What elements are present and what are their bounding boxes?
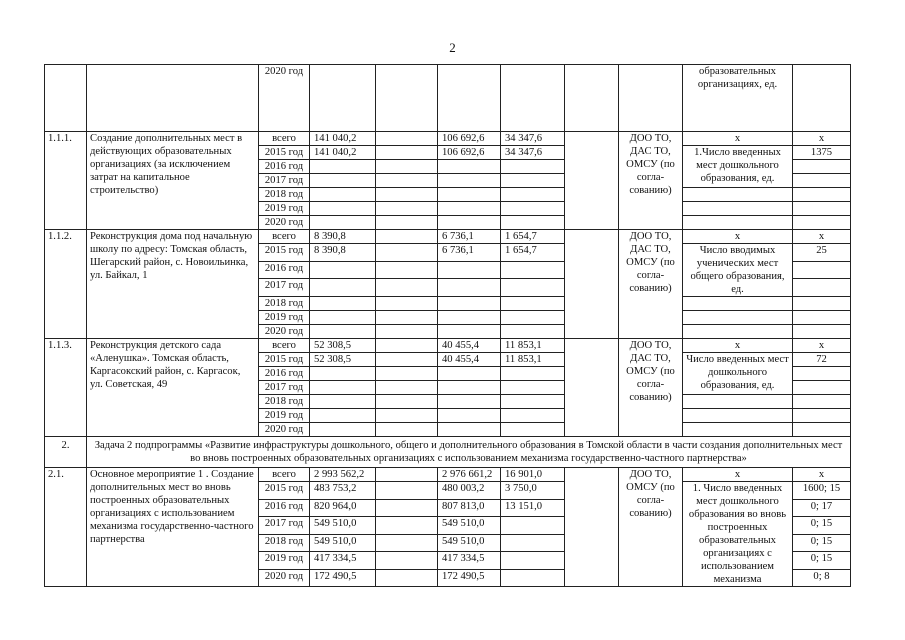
total-cell xyxy=(310,311,376,325)
total-cell: 549 510,0 xyxy=(310,517,376,535)
regional-cell: 6 736,1 xyxy=(438,244,501,262)
year-cell: 2016 год xyxy=(259,367,310,381)
regional-cell xyxy=(438,202,501,216)
local-cell xyxy=(501,381,565,395)
local-cell xyxy=(501,174,565,188)
value-head: х xyxy=(793,230,851,244)
total-cell xyxy=(310,367,376,381)
federal-cell xyxy=(376,311,438,325)
year-cell: 2017 год xyxy=(259,381,310,395)
year-cell: 2020 год xyxy=(259,569,310,587)
regional-cell xyxy=(438,160,501,174)
year-cell: 2015 год xyxy=(259,244,310,262)
federal-cell xyxy=(376,552,438,570)
year-cell: 2017 год xyxy=(259,279,310,297)
target-value xyxy=(793,188,851,202)
total-cell xyxy=(310,297,376,311)
year-cell: 2016 год xyxy=(259,499,310,517)
local-cell: 11 853,1 xyxy=(501,339,565,353)
total-cell: 8 390,8 xyxy=(310,244,376,262)
total-cell xyxy=(310,174,376,188)
total-cell xyxy=(310,395,376,409)
year-cell: всего xyxy=(259,339,310,353)
local-cell: 34 347,6 xyxy=(501,146,565,160)
target-value xyxy=(793,311,851,325)
year-cell: 2017 год xyxy=(259,517,310,535)
regional-cell xyxy=(438,311,501,325)
target-value xyxy=(793,202,851,216)
target-value xyxy=(793,261,851,279)
regional-cell xyxy=(438,297,501,311)
year-cell: 2018 год xyxy=(259,395,310,409)
executor-cell: ДОО ТО, ДАС ТО, ОМСУ (по согла-сованию) xyxy=(619,230,683,339)
target-value: 72 xyxy=(793,353,851,367)
federal-cell xyxy=(376,279,438,297)
total-cell xyxy=(310,423,376,437)
row-name: Основное мероприятие 1 . Создание дополнительных мест во вновь построенных образовательных организациях с использованием механизма государственно-частного партнерства xyxy=(87,468,259,587)
federal-cell xyxy=(376,423,438,437)
local-cell xyxy=(501,297,565,311)
target-value xyxy=(793,423,851,437)
year-cell: всего xyxy=(259,132,310,146)
federal-cell xyxy=(376,381,438,395)
indicator-head: х xyxy=(683,132,793,146)
empty-cell xyxy=(565,468,619,587)
total-cell xyxy=(310,381,376,395)
target-value xyxy=(793,381,851,395)
federal-cell xyxy=(376,367,438,381)
table-row xyxy=(45,65,851,132)
executor-cell: ДОО ТО, ДАС ТО, ОМСУ (по согла-сованию) xyxy=(619,132,683,230)
value-cell xyxy=(501,65,565,132)
total-cell: 820 964,0 xyxy=(310,499,376,517)
federal-cell xyxy=(376,261,438,279)
local-cell xyxy=(501,423,565,437)
local-cell: 1 654,7 xyxy=(501,230,565,244)
year-cell: 2019 год xyxy=(259,311,310,325)
row-code: 1.1.1. xyxy=(45,132,87,230)
indicator-head: х xyxy=(683,468,793,482)
total-cell xyxy=(310,261,376,279)
year-cell: 2019 год xyxy=(259,202,310,216)
target-value xyxy=(793,409,851,423)
year-cell: 2019 год xyxy=(259,552,310,570)
total-cell: 549 510,0 xyxy=(310,534,376,552)
local-cell xyxy=(501,188,565,202)
regional-cell xyxy=(438,381,501,395)
federal-cell xyxy=(376,160,438,174)
total-cell: 172 490,5 xyxy=(310,569,376,587)
year-cell: 2015 год xyxy=(259,353,310,367)
indicator-cell xyxy=(683,297,793,311)
target-value xyxy=(793,216,851,230)
indicator-cell: образовательных организациях, ед. xyxy=(683,65,793,132)
year-cell: 2018 год xyxy=(259,188,310,202)
year-cell: 2016 год xyxy=(259,261,310,279)
program-table xyxy=(44,64,851,587)
value-cell xyxy=(619,65,683,132)
target-value: 0; 15 xyxy=(793,552,851,570)
task-row xyxy=(45,437,851,468)
value-cell xyxy=(310,65,376,132)
row-code: 1.1.2. xyxy=(45,230,87,339)
target-value: 1375 xyxy=(793,146,851,160)
table-row xyxy=(45,230,851,244)
local-cell: 13 151,0 xyxy=(501,499,565,517)
year-cell: 2019 год xyxy=(259,409,310,423)
empty-cell xyxy=(565,132,619,230)
value-cell xyxy=(376,65,438,132)
regional-cell xyxy=(438,423,501,437)
local-cell xyxy=(501,202,565,216)
page-number: 2 xyxy=(449,40,456,55)
task-code: 2. xyxy=(45,437,87,468)
federal-cell xyxy=(376,244,438,262)
indicator-head: х xyxy=(683,339,793,353)
regional-cell xyxy=(438,261,501,279)
regional-cell: 106 692,6 xyxy=(438,132,501,146)
target-value xyxy=(793,279,851,297)
table-row xyxy=(45,132,851,146)
regional-cell: 549 510,0 xyxy=(438,517,501,535)
row-name: Создание дополнительных мест в действующих образовательных организациях (за исключением затрат на капитальное строительство) xyxy=(87,132,259,230)
local-cell: 16 901,0 xyxy=(501,468,565,482)
regional-cell: 40 455,4 xyxy=(438,353,501,367)
federal-cell xyxy=(376,353,438,367)
local-cell xyxy=(501,534,565,552)
name-cell xyxy=(87,65,259,132)
code-cell xyxy=(45,65,87,132)
target-value: 25 xyxy=(793,244,851,262)
row-name: Реконструкция детского сада «Аленушка». Томская область, Каргасокский район, с. Каргасок, ул. Советская, 49 xyxy=(87,339,259,437)
local-cell xyxy=(501,569,565,587)
regional-cell xyxy=(438,216,501,230)
year-cell: 2016 год xyxy=(259,160,310,174)
local-cell xyxy=(501,409,565,423)
total-cell: 417 334,5 xyxy=(310,552,376,570)
executor-cell: ДОО ТО, ДАС ТО, ОМСУ (по согла-сованию) xyxy=(619,339,683,437)
local-cell xyxy=(501,325,565,339)
local-cell xyxy=(501,279,565,297)
indicator-cell xyxy=(683,423,793,437)
federal-cell xyxy=(376,409,438,423)
indicator-cell xyxy=(683,409,793,423)
regional-cell: 172 490,5 xyxy=(438,569,501,587)
year-cell: всего xyxy=(259,468,310,482)
target-value: 0; 15 xyxy=(793,534,851,552)
indicator-cell xyxy=(683,188,793,202)
total-cell xyxy=(310,409,376,423)
row-code: 1.1.3. xyxy=(45,339,87,437)
total-cell xyxy=(310,202,376,216)
task-text: Задача 2 подпрограммы «Развитие инфраструктуры дошкольного, общего и дополнительного образования в Томской области в части создания дополнительных мест во вновь построенных образовательных организациях с использованием механизма государственно-частного партнерства» xyxy=(87,437,851,468)
local-cell xyxy=(501,261,565,279)
federal-cell xyxy=(376,482,438,500)
federal-cell xyxy=(376,216,438,230)
federal-cell xyxy=(376,174,438,188)
year-cell: 2015 год xyxy=(259,146,310,160)
empty-cell xyxy=(565,230,619,339)
year-cell: 2018 год xyxy=(259,297,310,311)
target-value xyxy=(793,174,851,188)
federal-cell xyxy=(376,325,438,339)
total-cell xyxy=(310,279,376,297)
federal-cell xyxy=(376,569,438,587)
regional-cell: 807 813,0 xyxy=(438,499,501,517)
local-cell xyxy=(501,367,565,381)
indicator-cell xyxy=(683,216,793,230)
table-row xyxy=(45,339,851,353)
total-cell xyxy=(310,160,376,174)
target-value: 1600; 15 xyxy=(793,482,851,500)
target-value xyxy=(793,325,851,339)
indicator-cell: Число введенных мест дошкольного образования, ед. xyxy=(683,353,793,395)
federal-cell xyxy=(376,468,438,482)
target-value xyxy=(793,367,851,381)
regional-cell xyxy=(438,174,501,188)
federal-cell xyxy=(376,339,438,353)
year-cell: 2017 год xyxy=(259,174,310,188)
indicator-cell xyxy=(683,325,793,339)
total-cell: 2 993 562,2 xyxy=(310,468,376,482)
federal-cell xyxy=(376,188,438,202)
empty-cell xyxy=(565,339,619,437)
year-cell: 2018 год xyxy=(259,534,310,552)
local-cell xyxy=(501,517,565,535)
regional-cell: 106 692,6 xyxy=(438,146,501,160)
regional-cell: 480 003,2 xyxy=(438,482,501,500)
regional-cell xyxy=(438,279,501,297)
value-cell xyxy=(565,65,619,132)
federal-cell xyxy=(376,202,438,216)
total-cell: 483 753,2 xyxy=(310,482,376,500)
year-cell: 2020 год xyxy=(259,325,310,339)
year-cell: 2020 год xyxy=(259,423,310,437)
federal-cell xyxy=(376,395,438,409)
total-cell: 8 390,8 xyxy=(310,230,376,244)
value-cell xyxy=(438,65,501,132)
table-row xyxy=(45,468,851,482)
indicator-cell: Число вводимых ученических мест общего образования, ед. xyxy=(683,244,793,297)
target-value xyxy=(793,160,851,174)
total-cell: 52 308,5 xyxy=(310,353,376,367)
year-cell: всего xyxy=(259,230,310,244)
total-cell: 141 040,2 xyxy=(310,146,376,160)
total-cell: 52 308,5 xyxy=(310,339,376,353)
regional-cell: 40 455,4 xyxy=(438,339,501,353)
indicator-cell: 1. Число введенных мест дошкольного образования во вновь построенных образовательных организациях с использованием механизма xyxy=(683,482,793,587)
regional-cell xyxy=(438,188,501,202)
target-value: 0; 8 xyxy=(793,569,851,587)
federal-cell xyxy=(376,297,438,311)
federal-cell xyxy=(376,230,438,244)
regional-cell xyxy=(438,325,501,339)
total-cell: 141 040,2 xyxy=(310,132,376,146)
year-cell: 2020 год xyxy=(259,216,310,230)
year-cell: 2020 год xyxy=(259,65,310,132)
target-value: 0; 17 xyxy=(793,499,851,517)
target-value-cell xyxy=(793,65,851,132)
target-value xyxy=(793,395,851,409)
local-cell xyxy=(501,160,565,174)
row-name: Реконструкция дома под начальную школу по адресу: Томская область, Шегарский район, с. Новоильинка, ул. Байкал, 1 xyxy=(87,230,259,339)
regional-cell: 6 736,1 xyxy=(438,230,501,244)
indicator-cell: 1.Число введенных мест дошкольного образования, ед. xyxy=(683,146,793,188)
local-cell xyxy=(501,395,565,409)
year-cell: 2015 год xyxy=(259,482,310,500)
indicator-cell xyxy=(683,395,793,409)
federal-cell xyxy=(376,534,438,552)
federal-cell xyxy=(376,132,438,146)
total-cell xyxy=(310,188,376,202)
local-cell xyxy=(501,216,565,230)
value-head: х xyxy=(793,468,851,482)
indicator-cell xyxy=(683,202,793,216)
regional-cell: 549 510,0 xyxy=(438,534,501,552)
total-cell xyxy=(310,325,376,339)
regional-cell xyxy=(438,367,501,381)
indicator-head: х xyxy=(683,230,793,244)
executor-cell: ДОО ТО, ОМСУ (по согла-сованию) xyxy=(619,468,683,587)
value-head: х xyxy=(793,132,851,146)
local-cell: 11 853,1 xyxy=(501,353,565,367)
federal-cell xyxy=(376,146,438,160)
target-value xyxy=(793,297,851,311)
local-cell: 1 654,7 xyxy=(501,244,565,262)
row-code: 2.1. xyxy=(45,468,87,587)
regional-cell: 2 976 661,2 xyxy=(438,468,501,482)
local-cell: 3 750,0 xyxy=(501,482,565,500)
regional-cell xyxy=(438,395,501,409)
target-value: 0; 15 xyxy=(793,517,851,535)
local-cell: 34 347,6 xyxy=(501,132,565,146)
indicator-cell xyxy=(683,311,793,325)
federal-cell xyxy=(376,499,438,517)
total-cell xyxy=(310,216,376,230)
value-head: х xyxy=(793,339,851,353)
federal-cell xyxy=(376,517,438,535)
regional-cell xyxy=(438,409,501,423)
regional-cell: 417 334,5 xyxy=(438,552,501,570)
local-cell xyxy=(501,552,565,570)
local-cell xyxy=(501,311,565,325)
